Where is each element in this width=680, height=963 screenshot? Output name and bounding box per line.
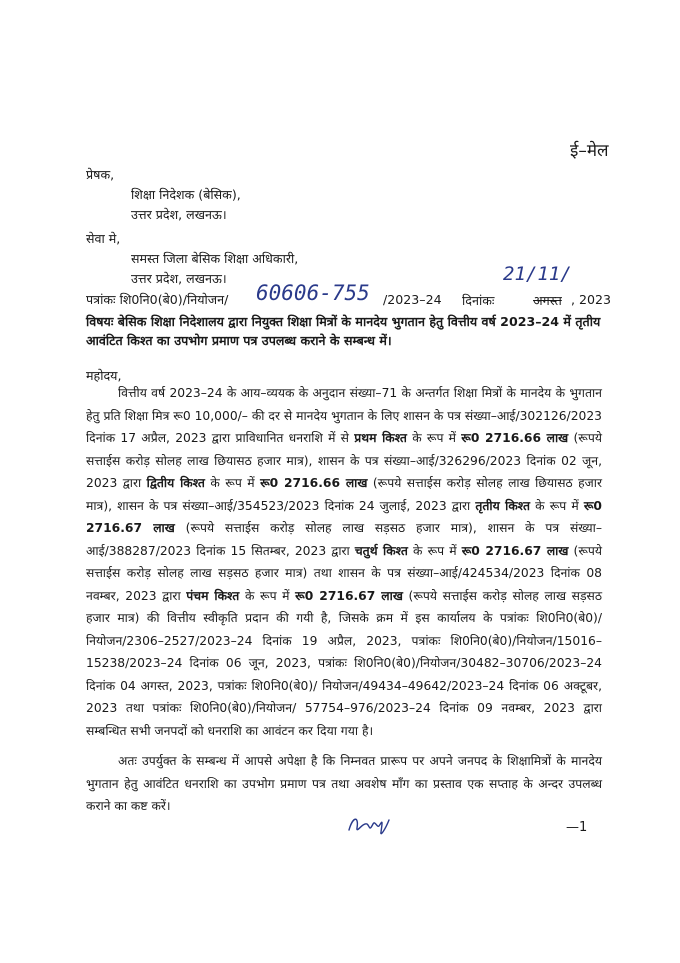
para1-text: वित्तीय वर्ष 2023–24 के आय–व्ययक के अनुदान संख्या–71 के अन्तर्गत शिक्षा मित्रों के मानदेय के भुगतान हेतु प्रति शिक्षा मित्र रू0 10,000/– की दर से मानदेय भुगतान के लिए शासन के पत्र संख्या–आई/302126/2023 दिनांक 17 अप्रैल, 2023 द्वारा प्राविधानित धनराशि में से [86,386,602,445]
reference-year: /2023–24 [383,292,442,307]
para1-text: के रूप में [210,476,255,490]
signature-scribble [345,810,395,838]
para1-text: के रूप में [413,543,457,558]
fourth-installment: चतुर्थ किश्त [354,543,408,558]
para1-text: के रूप में [535,498,579,513]
email-mark: ई–मेल [570,141,609,161]
sender-label: प्रेषक, [86,167,115,182]
third-installment: तृतीय किश्त [475,498,531,513]
fifth-installment-amount: रू0 2716.67 लाख [295,588,403,603]
handwritten-letter-number: 60606-755 [256,281,370,305]
para1-text: (रूपये सत्ताईस करोड़ सोलह लाख सड़सठ हजार मात्र) की वित्तीय स्वीकृति प्रदान की गयी है, जिसके क्रम में इस कार्यालय के पत्रांकः शि0नि0(बे0)/नियोजन/2306–2527/2023–24 दिनांक 19 अप्रैल, 2023, पत्रांकः शि0नि0(बे0)/नियोजन/15016–15238/2023–24 दिनांक 06 जून, 2023, पत्रांकः शि0नि0(बे0)/नियोजन/30482–30706/2023–24 दिनांक 04 अगस्त, 2023, पत्रांकः शि0नि0(बे0)/ नियोजन/49434–49642/2023–24 दिनांक 06 अक्टूबर, 2023 तथा पत्रांकः शि0नि0(बे0)/नियोजन/ 57754–976/2023–24 दिनांक 09 नवम्बर, 2023 द्वारा सम्बन्धित सभी जनपदों को धनराशि का आवंटन कर दिया गया है। [86,588,602,738]
reference-prefix: पत्रांकः शि0नि0(बे0)/नियोजन/ [86,292,229,307]
subject-block [86,312,606,350]
struck-month: अगस्त [533,293,562,308]
body-paragraph-2 [86,750,602,818]
fourth-installment-amount: रू0 2716.67 लाख [461,543,569,558]
third-installment-amount: रू0 2716.67 लाख [86,498,602,535]
para2-text: अतः उपर्युक्त के सम्बन्ध में आपसे अपेक्षा है कि निम्नवत प्रारूप पर अपने जनपद के शिक्षामित्रों के मानदेय भुगतान हेतु आवंटित धनराशि का उपभोग प्रमाण पत्र तथा अवशेष माँग का प्रस्ताव एक सप्ताह के अन्दर उपलब्ध कराने का कष्ट करें। [86,754,602,813]
first-installment: प्रथम किश्त [354,431,407,445]
recipient-line-1: समस्त जिला बेसिक शिक्षा अधिकारी, [131,251,299,266]
second-installment: द्वितीय किश्त [146,476,205,490]
body-paragraph-1 [86,382,602,742]
sender-line-1: शिक्षा निदेशक (बेसिक), [131,187,241,202]
subject-label: विषयः [86,314,114,329]
first-installment-amount: रू0 2716.66 लाख [461,431,569,445]
second-installment-amount: रू0 2716.66 लाख [260,476,368,490]
sender-line-2: उत्तर प्रदेश, लखनऊ। [131,207,227,222]
para1-text: (रूपये सत्ताईस करोड़ सोलह लाख सड़सठ हजार मात्र) तथा शासन के पत्र संख्या–आई/424534/2023 दिनांक 08 नवम्बर, 2023 द्वारा [86,543,603,603]
recipient-line-2: उत्तर प्रदेश, लखनऊ। [131,271,227,286]
para1-text: के रूप में [412,431,457,445]
subject-text: बेसिक शिक्षा निदेशालय द्वारा नियुक्त शिक्षा मित्रों के मानदेय भुगतान हेतु वित्तीय वर्ष 2023–24 में तृतीय आवंटित किश्त का उपभोग प्रमाण पत्र उपलब्ध कराने के सम्बन्ध में। [86,314,601,348]
recipient-label: सेवा मे, [86,231,121,246]
para1-text: (रूपये सत्ताईस करोड़ सोलह लाख सड़सठ हजार मात्र), शासन के पत्र संख्या–आई/388287/2023 दिनांक 15 सितम्बर, 2023 द्वारा [86,521,602,558]
para1-text: के रूप में [244,588,290,603]
fifth-installment: पंचम किश्त [186,588,240,603]
handwritten-date: 21/11/ [503,263,572,285]
para1-text: (रूपये सत्ताईस करोड़ सोलह लाख छियासठ हजार मात्र), शासन के पत्र संख्या–आई/326296/2023 दिनांक 02 जून, 2023 द्वारा [86,431,602,490]
salutation: महोदय, [86,368,122,383]
date-label: दिनांकः [462,293,495,308]
page-marker: —1 [566,820,588,835]
para1-text: (रूपये सत्ताईस करोड़ सोलह लाख छियासठ हजार मात्र), शासन के पत्र संख्या–आई/354523/2023 दिनांक 24 जुलाई, 2023 द्वारा [86,476,602,513]
reference-year-suffix: , 2023 [571,292,612,307]
